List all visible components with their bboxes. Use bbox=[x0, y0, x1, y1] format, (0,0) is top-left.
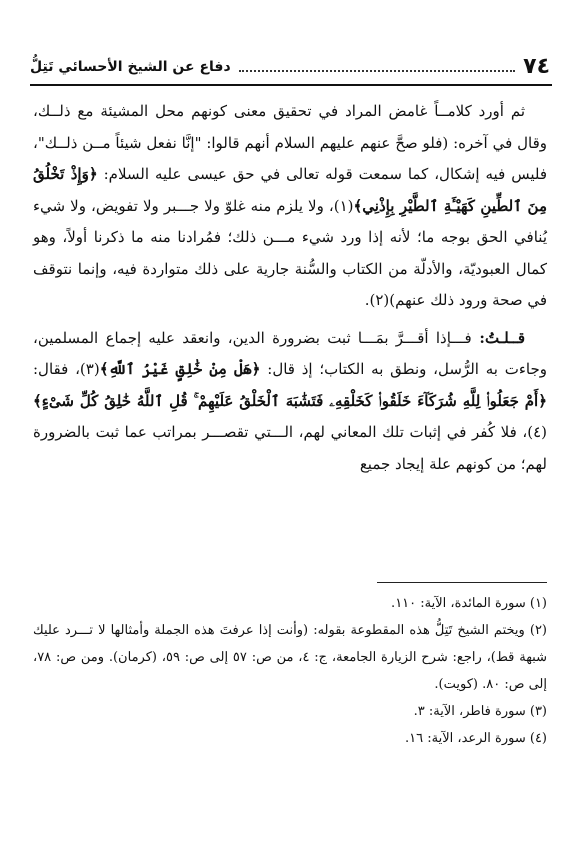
text-run: فـــإذا أقـــرَّ بمَـــا ثبت بضرورة الدين، وانعقد عليه إجماع المسلمين، وجاءت به الرُّسل، ونطق به الكتاب؛ إذ قال: bbox=[33, 328, 548, 378]
lead-word: قــلـتُ: bbox=[471, 328, 526, 347]
footnote-2: (٢) ويختم الشيخ تَتِلُّ هذه المقطوعة بقوله: (وأنت إذا عرفتَ هذه الجملة وأمثالها لا تـــرد عليك شبهة قط)، راجع: شرح الزيارة الجامعة، ج: ٤، من ص: ٥٧ إلى ص: ٥٩، (كرمان). ومن ص: ٧٨، إلى ص: ٨٠. (كويت). bbox=[33, 623, 547, 692]
text-run: (٤)، فلا كُفر في إثبات تلك المعاني لهم، الـــتي تقصـــر بمراتب عما ثبت بالضرورة لهم؛ من كونهم علة إيجاد جميع bbox=[33, 423, 547, 473]
running-title: دفاع عن الشيخ الأحسائي تَتِلُّ bbox=[30, 59, 231, 75]
page-header bbox=[30, 48, 550, 82]
footnote-separator bbox=[377, 582, 547, 583]
text-run: ثم أورد كلامــاً غامض المراد في تحقيق معنى كونهم محل المشيئة مع ذلــك، وقال في آخره: (فلو صحَّ عنهم عليهم السلام أنهم قالوا: "إنَّا نفعل شيئاً مــن ذلــك"، فليس فيه إشكال، كما سمعت قوله تعالى في حق عيسى عليه السلام: bbox=[33, 102, 547, 183]
text-run: (١)، ولا يلزم منه غلوّ ولا جـــبر ولا تفويض، ولا شيء يُنافي الحق بوجه ما؛ لأنه إذا ورد شيء مـــن ذلك؛ فمُرادنا منه ما ذكرنا أولاً، وهو كمال العبوديّة، والأدلّة من الكتاب والسُّنة جارية على ذلك متواردة فيه، وإنما نتوقف في صحة ورود ذلك عنهم)(٢). bbox=[33, 196, 547, 309]
quran-verse: ﴿هَلْ مِنْ خَٰلِقٍ غَيْرُ ٱللَّهِ﴾ bbox=[99, 360, 261, 378]
quran-verse: ﴿أَمْ جَعَلُوا۟ لِلَّهِ شُرَكَآءَ خَلَقُوا۟ كَخَلْقِهِۦ فَتَشَٰبَهَ ٱلْخَلْقُ عَلَيْهِمْ ۚ قُلِ ٱللَّهُ خَٰلِقُ كُلِّ شَىْءٍ﴾ bbox=[33, 391, 547, 410]
footnote-4: (٤) سورة الرعد، الآية: ١٦. bbox=[405, 731, 547, 746]
footnote-1: (١) سورة المائدة، الآية: ١١٠. bbox=[391, 596, 547, 611]
main-text bbox=[33, 96, 547, 486]
paragraph-2 bbox=[33, 323, 547, 481]
header-rule bbox=[30, 84, 552, 86]
page-number: ٧٤ bbox=[523, 54, 550, 79]
quran-verse: ﴿وَإِذْ تَخْلُقُ مِنَ ٱلطِّينِ كَهَيْـَٔةِ ٱلطَّيْرِ بِإِذْنِي﴾ bbox=[33, 165, 547, 215]
footnote-3: (٣) سورة فاطر، الآية: ٣. bbox=[413, 704, 547, 719]
dotted-leader bbox=[239, 70, 515, 72]
text-run: (٣)، فقال: bbox=[33, 360, 100, 378]
footnotes bbox=[33, 590, 547, 752]
paragraph-1 bbox=[33, 96, 547, 317]
